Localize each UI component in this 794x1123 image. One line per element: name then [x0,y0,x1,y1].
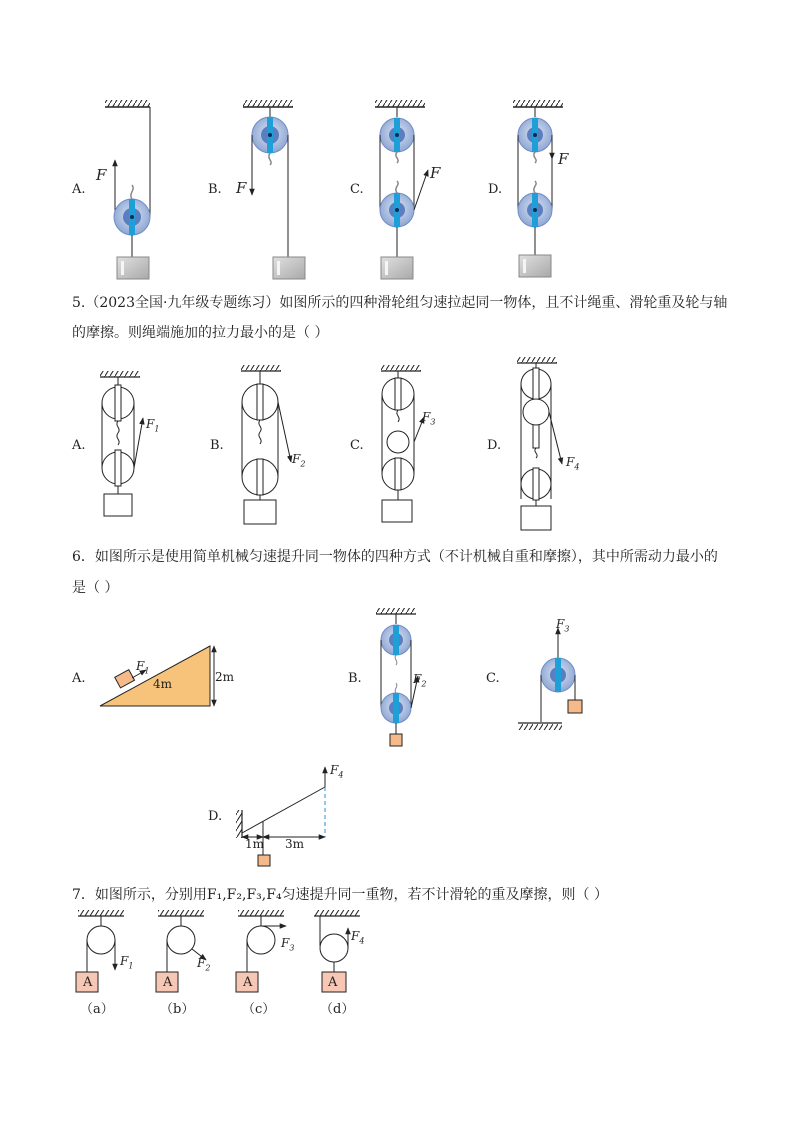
q7-block-b: A [163,975,173,990]
force-label-a: F [96,166,107,184]
option-c-label: C. [350,182,364,197]
q6-option-a: A. [72,671,86,686]
q6-option-d: D. [208,809,223,824]
q5-force-b: $F_2$ [292,452,306,469]
q7-block-a: A [83,975,93,990]
q7-figure-b [150,908,220,998]
q7-force-a: $F_1$ [120,954,134,971]
q6-text-line1: 6．如图所示是使用简单机械匀速提升同一物体的四种方式（不计机械自重和摩擦），其中所需动力最小的 [72,549,718,565]
option-a-label: A. [72,182,86,197]
q7-figure-d [310,908,380,998]
q6-force-b: $F_2$ [413,672,427,689]
q5-force-c: $F_3$ [422,410,436,427]
q5-text-line1: 5.（2023全国·九年级专题练习）如图所示的四种滑轮组匀速拉起同一物体，且不计绳重、滑轮重及轮与轴 [72,295,728,311]
q4-figure-a [95,95,165,285]
q6-option-c: C. [486,671,500,686]
q7-text: 7．如图所示，分别用F₁,F₂,F₃,F₄匀速提升同一重物，若不计滑轮的重及摩擦，则（ ） [72,887,609,903]
q6-force-a: $F_1$ [136,659,150,676]
q7-figure-c [230,908,300,998]
force-label-c: F [430,164,441,182]
force-label-d: F [558,150,569,168]
q4-figure-c [370,95,445,285]
q6-force-c: $F_3$ [556,617,570,634]
q6-option-b: B. [348,671,362,686]
option-b-label: B. [208,182,222,197]
q5-figure-b [236,362,316,527]
q5-figure-a [95,368,175,518]
q7-block-c: A [243,975,253,990]
q7-caption-b: （b） [160,1002,195,1017]
q7-force-c: $F_3$ [281,936,295,953]
q6-lever-long: 3m [285,837,305,851]
q6-figure-c [513,620,593,740]
q7-figure-a [70,908,140,998]
q5-text-line2: 的摩擦。则绳端施加的拉力最小的是（ ） [72,325,329,341]
q5-option-b: B. [210,438,224,453]
q7-block-d: A [328,975,338,990]
q7-caption-c: （c） [242,1002,276,1017]
q5-option-a: A. [72,438,86,453]
q7-caption-a: （a） [80,1002,114,1017]
q6-figure-d-lever [232,765,342,870]
option-d-label: D. [488,182,503,197]
q5-figure-d [512,354,592,534]
q6-incline-length: 4m [153,677,173,691]
q7-force-d: $F_4$ [351,929,365,946]
q6-force-d: $F_4$ [330,763,344,780]
q7-force-b: $F_2$ [197,956,211,973]
q5-figure-c [376,362,456,527]
q5-force-d: $F_4$ [566,455,580,472]
force-label-b: F [236,179,247,197]
q6-text-line2: 是（ ） [72,580,119,596]
q4-figure-d [508,95,583,285]
q5-option-d: D. [487,438,502,453]
q5-force-a: $F_1$ [146,417,160,434]
q6-incline-height: 2m [215,670,235,684]
q6-lever-short: 1m [245,837,265,851]
q5-option-c: C. [350,438,364,453]
q7-caption-d: （d） [320,1002,355,1017]
